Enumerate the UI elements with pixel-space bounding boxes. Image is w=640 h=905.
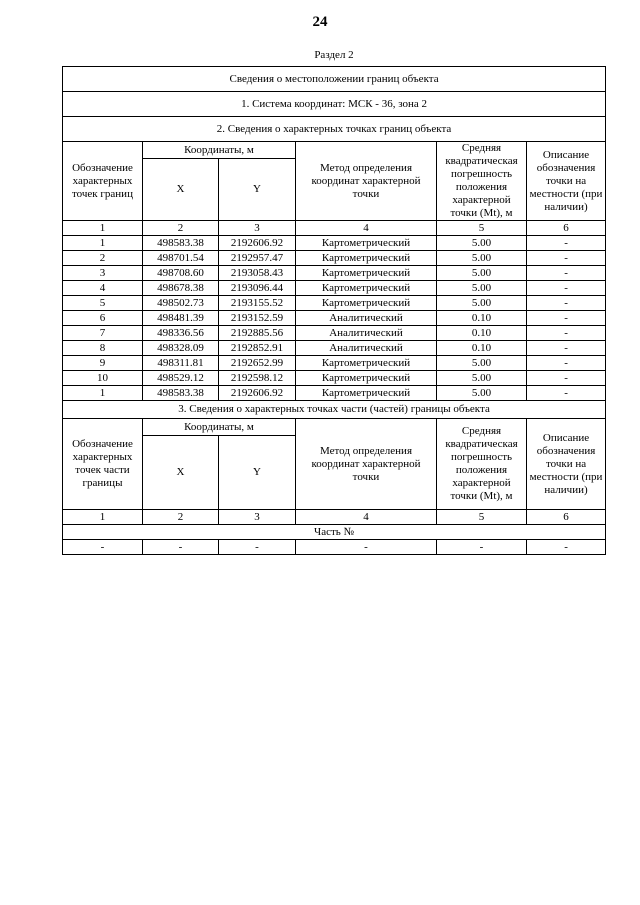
point-cell: 2192885.56: [219, 326, 296, 341]
point-cell: 0.10: [437, 326, 527, 341]
point-cell: 498583.38: [143, 386, 219, 401]
header-point-designation-part: Обозначение характерных точек части границы: [63, 419, 143, 510]
table-title: Сведения о местоположении границ объекта: [63, 67, 606, 92]
point-cell: 2192852.91: [219, 341, 296, 356]
header-error: Средняя квадратическая погрешность положения характерной точки (Mt), м: [437, 419, 527, 510]
point-cell: Картометрический: [296, 281, 437, 296]
point-cell: Картометрический: [296, 356, 437, 371]
point-cell: -: [527, 266, 606, 281]
column-number: 2: [143, 510, 219, 525]
point-cell: 498502.73: [143, 296, 219, 311]
point-cell: -: [527, 371, 606, 386]
column-number: 6: [527, 221, 606, 236]
point-cell: 5: [63, 296, 143, 311]
section3-title: 3. Сведения о характерных точках части (частей) границы объекта: [63, 401, 606, 419]
point-cell: 2192606.92: [219, 386, 296, 401]
point-cell: -: [527, 236, 606, 251]
boundary-table: [62, 66, 606, 555]
header-method: Метод определения координат характерной точки: [296, 142, 437, 221]
point-cell: 2192606.92: [219, 236, 296, 251]
point-cell: 5.00: [437, 251, 527, 266]
coord-system: 1. Система координат: МСК - 36, зона 2: [63, 92, 606, 117]
point-cell: 0.10: [437, 311, 527, 326]
point-cell: Картометрический: [296, 386, 437, 401]
point-cell: 1: [63, 386, 143, 401]
column-number: 1: [63, 221, 143, 236]
point-cell: 498529.12: [143, 371, 219, 386]
point-cell: 2192957.47: [219, 251, 296, 266]
point-row: [63, 281, 606, 296]
page-number: 24: [312, 14, 328, 30]
point-row: [63, 326, 606, 341]
point-cell: 5.00: [437, 266, 527, 281]
point-cell: 498583.38: [143, 236, 219, 251]
header-x: X: [143, 436, 219, 510]
point-cell: 1: [63, 236, 143, 251]
point-cell: -: [527, 281, 606, 296]
part-cell: -: [219, 540, 296, 555]
point-cell: 5.00: [437, 281, 527, 296]
point-cell: 498708.60: [143, 266, 219, 281]
point-cell: Аналитический: [296, 326, 437, 341]
header-point-designation: Обозначение характерных точек границ: [63, 142, 143, 221]
point-cell: 5.00: [437, 236, 527, 251]
column-number: 6: [527, 510, 606, 525]
point-cell: 498701.54: [143, 251, 219, 266]
part-cell: -: [63, 540, 143, 555]
point-cell: 4: [63, 281, 143, 296]
column-number-row: [63, 221, 606, 236]
point-cell: 498678.38: [143, 281, 219, 296]
point-cell: 2193058.43: [219, 266, 296, 281]
header-y: Y: [219, 159, 296, 221]
point-cell: 5.00: [437, 371, 527, 386]
point-cell: 2193096.44: [219, 281, 296, 296]
point-cell: 8: [63, 341, 143, 356]
point-cell: 10: [63, 371, 143, 386]
point-cell: -: [527, 326, 606, 341]
point-cell: 498481.39: [143, 311, 219, 326]
header-description: Описание обозначения точки на местности (при наличии): [527, 419, 606, 510]
part-cell: -: [437, 540, 527, 555]
column-number: 1: [63, 510, 143, 525]
point-cell: 2193155.52: [219, 296, 296, 311]
point-cell: Аналитический: [296, 311, 437, 326]
column-number: 5: [437, 510, 527, 525]
point-cell: -: [527, 386, 606, 401]
point-cell: 6: [63, 311, 143, 326]
point-cell: -: [527, 356, 606, 371]
point-cell: Картометрический: [296, 266, 437, 281]
point-cell: 5.00: [437, 386, 527, 401]
section2-title: 2. Сведения о характерных точках границ объекта: [63, 117, 606, 142]
part-label: Часть №: [63, 525, 606, 540]
header-coordinates: Координаты, м: [143, 142, 296, 159]
point-cell: Картометрический: [296, 251, 437, 266]
part-cell: -: [143, 540, 219, 555]
header-error: Средняя квадратическая погрешность положения характерной точки (Mt), м: [437, 142, 527, 221]
point-cell: 498336.56: [143, 326, 219, 341]
part-empty-row: [63, 540, 606, 555]
point-cell: 3: [63, 266, 143, 281]
point-cell: 5.00: [437, 296, 527, 311]
point-cell: -: [527, 341, 606, 356]
point-cell: 498328.09: [143, 341, 219, 356]
header-description: Описание обозначения точки на местности (при наличии): [527, 142, 606, 221]
column-number: 2: [143, 221, 219, 236]
point-cell: -: [527, 251, 606, 266]
section-label: Раздел 2: [314, 49, 354, 61]
point-cell: -: [527, 311, 606, 326]
point-row: [63, 356, 606, 371]
point-cell: 2193152.59: [219, 311, 296, 326]
point-cell: 498311.81: [143, 356, 219, 371]
point-cell: Картометрический: [296, 296, 437, 311]
column-number: 4: [296, 221, 437, 236]
header-y: Y: [219, 436, 296, 510]
point-cell: Картометрический: [296, 371, 437, 386]
point-row: [63, 311, 606, 326]
point-cell: 2192652.99: [219, 356, 296, 371]
header-coordinates: Координаты, м: [143, 419, 296, 436]
point-cell: 2192598.12: [219, 371, 296, 386]
point-cell: -: [527, 296, 606, 311]
point-cell: Картометрический: [296, 236, 437, 251]
column-number: 3: [219, 510, 296, 525]
point-cell: 5.00: [437, 356, 527, 371]
header-method: Метод определения координат характерной точки: [296, 419, 437, 510]
part-cell: -: [527, 540, 606, 555]
point-row: [63, 341, 606, 356]
point-row: [63, 266, 606, 281]
point-cell: 7: [63, 326, 143, 341]
column-number: 4: [296, 510, 437, 525]
column-number: 3: [219, 221, 296, 236]
point-cell: 0.10: [437, 341, 527, 356]
point-cell: Аналитический: [296, 341, 437, 356]
point-row: [63, 386, 606, 401]
column-number: 5: [437, 221, 527, 236]
point-row: [63, 296, 606, 311]
header-x: X: [143, 159, 219, 221]
column-number-row: [63, 510, 606, 525]
part-cell: -: [296, 540, 437, 555]
point-row: [63, 371, 606, 386]
point-row: [63, 251, 606, 266]
point-cell: 2: [63, 251, 143, 266]
point-cell: 9: [63, 356, 143, 371]
point-row: [63, 236, 606, 251]
